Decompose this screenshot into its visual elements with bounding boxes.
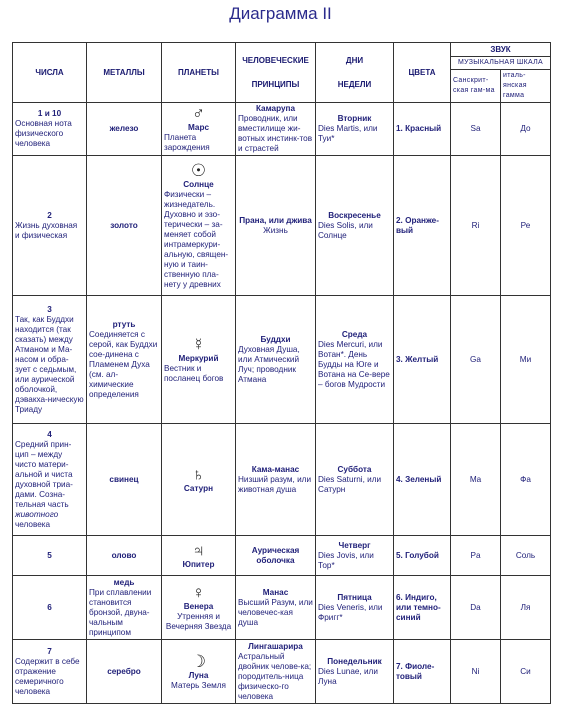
header-sound: ЗВУК bbox=[451, 43, 551, 57]
principle-cell: Манас Высший Разум, или человечес-кая душа bbox=[236, 576, 316, 640]
table-row bbox=[13, 536, 551, 576]
principle-cell: Буддхи Духовная Душа, или Атмический Луч; проводник Атмана bbox=[236, 296, 316, 424]
number-cell: 1 и 10 Основная нота физического человека bbox=[13, 103, 87, 156]
number-cell: 3 Так, как Буддхи находится (так сказать) между Атманом и Ма-насом и обра-зует с седьмым, или аурической оболочкой, дэвакха-ническую Триаду bbox=[13, 296, 87, 424]
day-cell: Вторник Dies Martis, или Туи* bbox=[316, 103, 394, 156]
number-cell: 5 bbox=[13, 536, 87, 576]
metal-cell: железо bbox=[87, 103, 162, 156]
header-principles-line1: ЧЕЛОВЕЧЕСКИЕ bbox=[242, 55, 309, 65]
color-cell: 5. Голубой bbox=[394, 536, 451, 576]
header-days-line1: ДНИ bbox=[345, 55, 364, 65]
principle-cell: Камарупа Проводник, или вместилище жи-вотных инстинк-тов и страстей bbox=[236, 103, 316, 156]
sanskrit-cell: Pa bbox=[451, 536, 501, 576]
metal-cell: золото bbox=[87, 156, 162, 296]
planet-cell: ♃ Юпитер bbox=[162, 536, 236, 576]
metal-cell: медь При сплавлении становится бронзой, двуна-чальным принципом bbox=[87, 576, 162, 640]
sanskrit-cell: Ma bbox=[451, 424, 501, 536]
header-italian: италь-янская гамма bbox=[501, 70, 551, 103]
planet-cell: ☿ Меркурий Вестник и посланец богов bbox=[162, 296, 236, 424]
header-numbers: ЧИСЛА bbox=[13, 43, 87, 103]
page-title: Диаграмма II bbox=[229, 4, 332, 23]
color-cell: 6. Индиго, или темно-синий bbox=[394, 576, 451, 640]
italian-cell: До bbox=[501, 103, 551, 156]
sanskrit-cell: Da bbox=[451, 576, 501, 640]
italian-cell: Фа bbox=[501, 424, 551, 536]
sanskrit-cell: Ga bbox=[451, 296, 501, 424]
italian-cell: Соль bbox=[501, 536, 551, 576]
day-cell: Воскресенье Dies Solis, или Солнце bbox=[316, 156, 394, 296]
color-cell: 2. Оранже-вый bbox=[394, 156, 451, 296]
mercury-icon: ☿ bbox=[192, 334, 205, 354]
italian-cell: Ре bbox=[501, 156, 551, 296]
principle-cell: Кама-манас Низший разум, или животная душа bbox=[236, 424, 316, 536]
metal-cell: серебро bbox=[87, 640, 162, 704]
day-cell: Понедельник Dies Lunae, или Луна bbox=[316, 640, 394, 704]
day-cell: Четверг Dies Jovis, или Тор* bbox=[316, 536, 394, 576]
header-principles-line2: ПРИНЦИПЫ bbox=[251, 79, 300, 89]
planet-cell: ☽ Луна Матерь Земля bbox=[162, 640, 236, 704]
italian-cell: Си bbox=[501, 640, 551, 704]
header-sanskrit: Санскрит-ская гам-ма bbox=[451, 70, 501, 103]
metal-cell: ртуть Соединяется с серой, как Буддхи сое-динена с Пламенем Духа (см. ал-химические определения bbox=[87, 296, 162, 424]
planet-cell: ♄ Сатурн bbox=[162, 424, 236, 536]
planet-cell: ☉ Солнце Физически – жизнедатель. Духовно и эзо-терически – за-меняет собой интрамеркури-альную, священ-ную и таин-ственную пла-нету у древних bbox=[162, 156, 236, 296]
number-cell: 2 Жизнь духовная и физическая bbox=[13, 156, 87, 296]
header-metals: МЕТАЛЛЫ bbox=[87, 43, 162, 103]
number-cell: 6 bbox=[13, 576, 87, 640]
color-cell: 3. Желтый bbox=[394, 296, 451, 424]
sun-icon: ☉ bbox=[190, 160, 207, 180]
color-cell: 4. Зеленый bbox=[394, 424, 451, 536]
header-principles bbox=[236, 43, 316, 103]
day-cell: Среда Dies Mercuri, или Вотан*. День Будды на Юге и Вотана на Се-вере – богов Мудрости bbox=[316, 296, 394, 424]
moon-icon: ☽ bbox=[190, 651, 207, 671]
diagram-table bbox=[12, 42, 551, 704]
sanskrit-cell: Ni bbox=[451, 640, 501, 704]
table-row bbox=[13, 576, 551, 640]
header-planets: ПЛАНЕТЫ bbox=[162, 43, 236, 103]
principle-cell: Аурическая оболочка bbox=[236, 536, 316, 576]
day-cell: Пятница Dies Veneris, или Фригг* bbox=[316, 576, 394, 640]
table-row bbox=[13, 156, 551, 296]
day-cell: Суббота Dies Saturni, или Сатурн bbox=[316, 424, 394, 536]
number-cell: 4 Средний прин-цип – между чисто матери-альной и чиста духовной триа-дами. Созна-тельная часть животного человека bbox=[13, 424, 87, 536]
planet-cell: ♂ Марс Планета зарождения bbox=[162, 103, 236, 156]
table-row bbox=[13, 103, 551, 156]
table-row bbox=[13, 424, 551, 536]
header-days bbox=[316, 43, 394, 103]
header-scale: МУЗЫКАЛЬНАЯ ШКАЛА bbox=[451, 57, 551, 70]
color-cell: 1. Красный bbox=[394, 103, 451, 156]
sanskrit-cell: Sa bbox=[451, 103, 501, 156]
sanskrit-cell: Ri bbox=[451, 156, 501, 296]
venus-icon: ♀ bbox=[192, 582, 205, 602]
planet-cell: ♀ Венера Утренняя и Вечерняя Звезда bbox=[162, 576, 236, 640]
header-colors: ЦВЕТА bbox=[394, 43, 451, 103]
italian-cell: Ми bbox=[501, 296, 551, 424]
italian-cell: Ля bbox=[501, 576, 551, 640]
number-cell: 7 Содержит в себе отражение семеричного человека bbox=[13, 640, 87, 704]
mars-icon: ♂ bbox=[192, 104, 205, 123]
saturn-icon: ♄ bbox=[192, 464, 205, 484]
table-row bbox=[13, 296, 551, 424]
metal-cell: свинец bbox=[87, 424, 162, 536]
header-days-line2: НЕДЕЛИ bbox=[337, 79, 372, 89]
principle-cell: Прана, или джива Жизнь bbox=[236, 156, 316, 296]
metal-cell: олово bbox=[87, 536, 162, 576]
jupiter-icon: ♃ bbox=[192, 540, 205, 560]
color-cell: 7. Фиоле-товый bbox=[394, 640, 451, 704]
principle-cell: Лингашарира Астральный двойник челове-ка; породитель-ница физическо-го человека bbox=[236, 640, 316, 704]
